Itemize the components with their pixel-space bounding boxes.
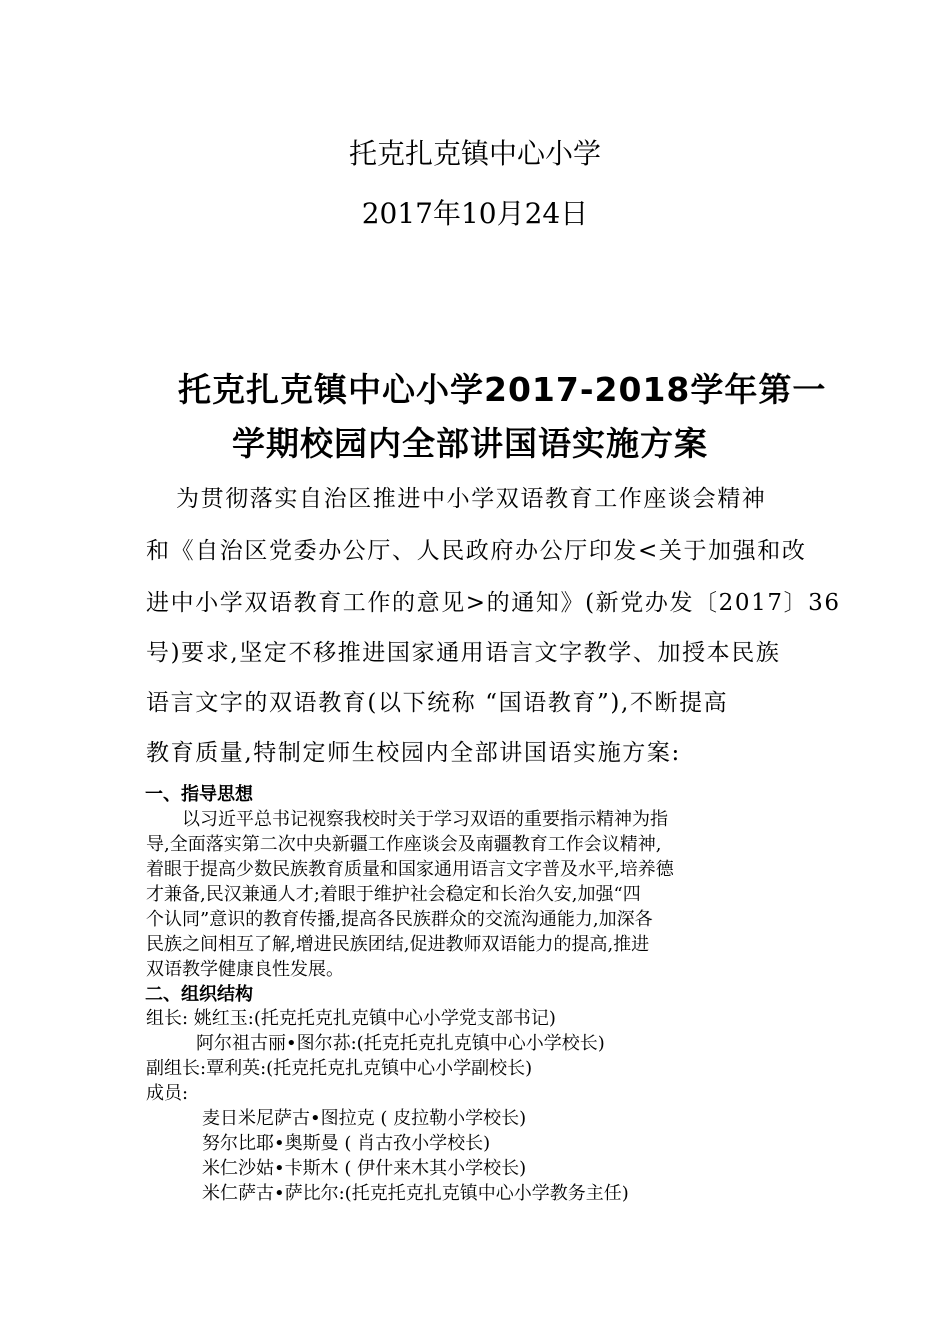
school-name: 托克扎克镇中心小学 (348, 137, 601, 170)
org-member-line: 组长: 姚红玉:(托克托克扎克镇中心小学党支部书记) (146, 1008, 556, 1029)
org-member-line: 努尔比耶•奥斯曼 ( 肖古孜小学校长) (202, 1133, 491, 1154)
section-paragraph-line: 着眼于提高少数民族教育质量和国家通用语言文字普及水平,培养德 (146, 859, 674, 880)
section-paragraph-line: 双语教学健康良性发展。 (146, 959, 344, 980)
document-date: 2017年10月24日 (361, 197, 589, 230)
section-paragraph-line: 导,全面落实第二次中央新疆工作座谈会及南疆教育工作会议精神, (146, 834, 662, 855)
org-member-line: 副组长:覃利英:(托克托克扎克镇中心小学副校长) (146, 1058, 533, 1079)
intro-line: 为贯彻落实自治区推进中小学双语教育工作座谈会精神 (176, 486, 767, 512)
section-heading-guiding-ideology: 一、指导思想 (145, 784, 253, 805)
org-member-line: 成员: (146, 1083, 189, 1104)
org-member-line: 麦日米尼萨古•图拉克 ( 皮拉勒小学校长) (202, 1108, 527, 1129)
org-member-line: 阿尔祖古丽•图尔荪:(托克托克扎克镇中心小学校长) (196, 1033, 605, 1054)
section-paragraph-line: 才兼备,民汉兼通人才;着眼于维护社会稳定和长治久安,加强“四 (146, 884, 641, 905)
section-heading-organization: 二、组织结构 (145, 984, 253, 1005)
intro-line: 号)要求,坚定不移推进国家通用语言文字教学、加授本民族 (146, 640, 781, 666)
org-member-line: 米仁萨古•萨比尔:(托克托克扎克镇中心小学教务主任) (202, 1183, 629, 1204)
intro-line: 进中小学双语教育工作的意见>的通知》(新党办发〔2017〕36 (146, 590, 841, 616)
section-paragraph-line: 民族之间相互了解,增进民族团结,促进教师双语能力的提高,推进 (146, 934, 650, 955)
intro-line: 教育质量,特制定师生校园内全部讲国语实施方案: (146, 740, 681, 766)
document-title-line-2: 学期校园内全部讲国语实施方案 (232, 424, 708, 463)
intro-line: 语言文字的双语教育(以下统称 “国语教育”),不断提高 (146, 690, 729, 716)
section-paragraph-line: 以习近平总书记视察我校时关于学习双语的重要指示精神为指 (182, 809, 668, 830)
org-member-line: 米仁沙姑•卡斯木 ( 伊什来木其小学校长) (202, 1158, 527, 1179)
intro-line: 和《自治区党委办公厅、人民政府办公厅印发<关于加强和改 (146, 538, 807, 564)
section-paragraph-line: 个认同”意识的教育传播,提高各民族群众的交流沟通能力,加深各 (146, 909, 653, 930)
document-title-line-1: 托克扎克镇中心小学2017-2018学年第一 (178, 370, 827, 409)
